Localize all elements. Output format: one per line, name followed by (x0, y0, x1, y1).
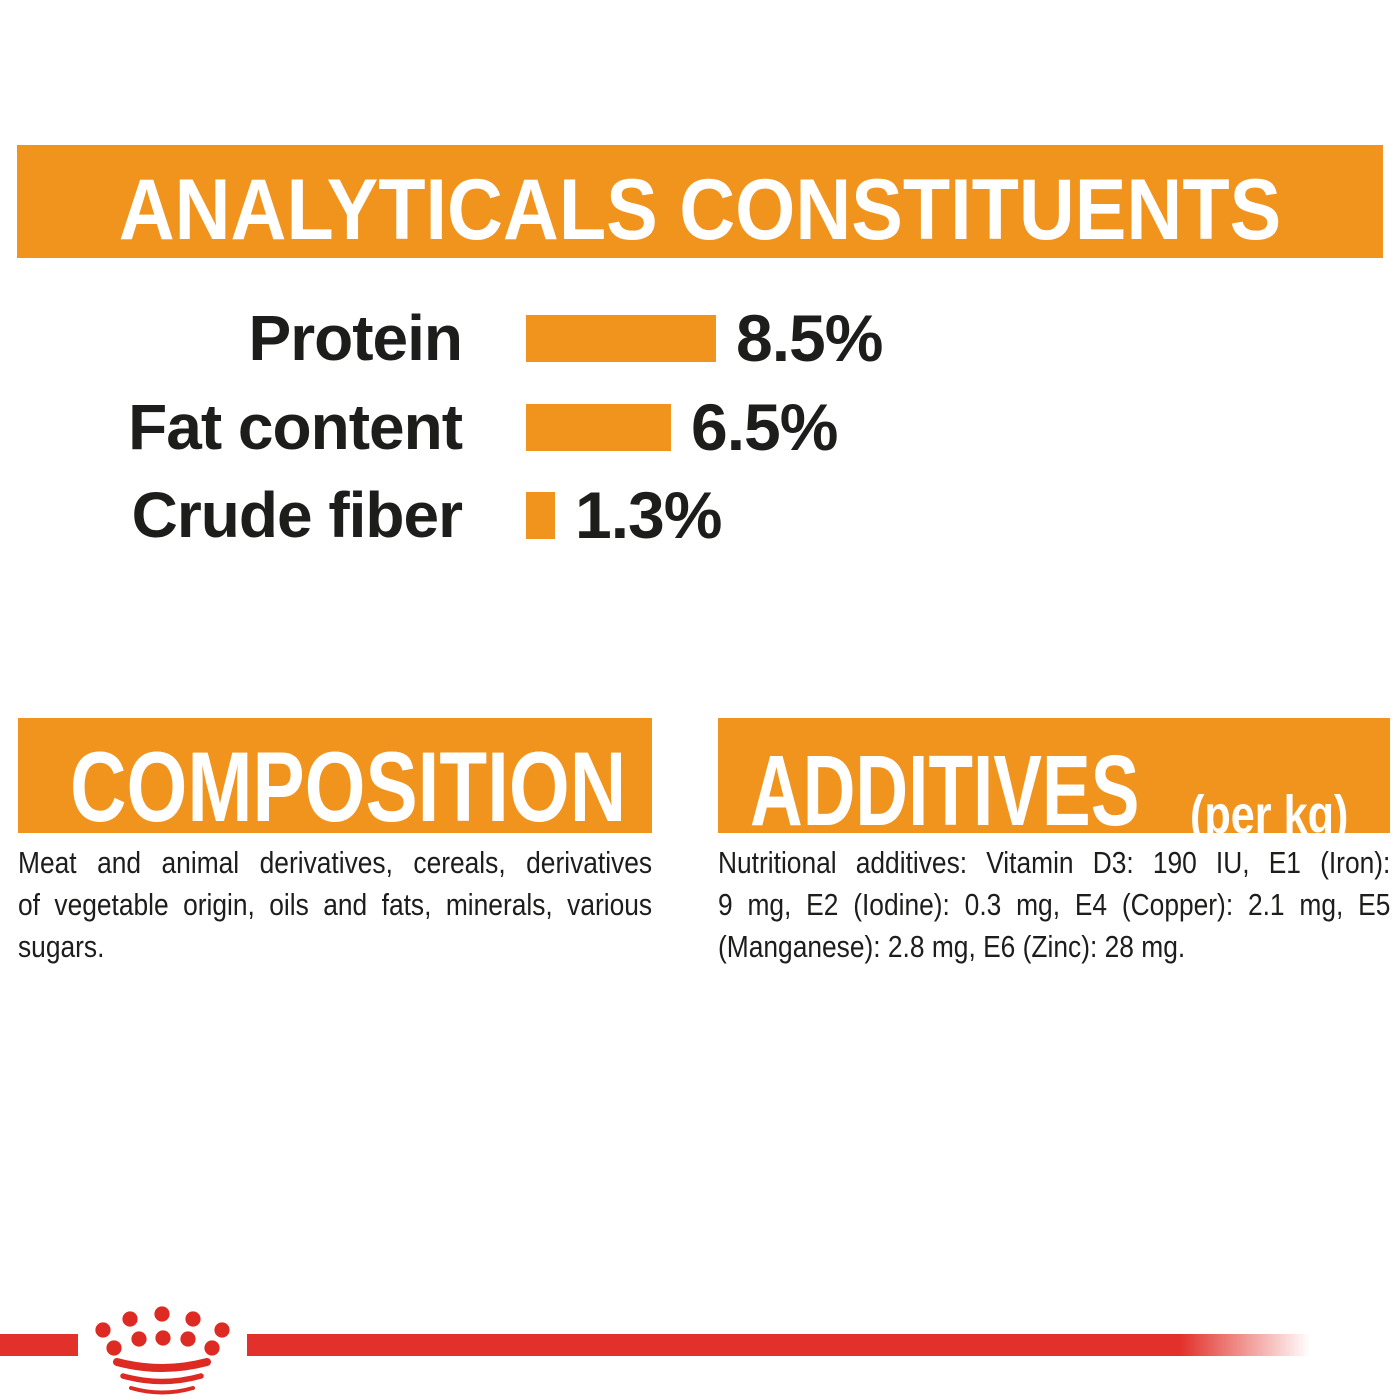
royal-canin-crown-icon (83, 1300, 237, 1400)
chart-bar-value: 8.5% (736, 301, 883, 375)
chart-row (0, 478, 722, 552)
additives-line: Nutritional additives: Vitamin D3: 190 IU, E1 (Iron): (718, 845, 1391, 880)
composition-banner (18, 718, 652, 842)
brand-stripe-left (0, 1334, 78, 1356)
additives-banner (718, 718, 1390, 847)
additives-title: ADDITIVES (750, 735, 1140, 847)
additives-unit-label: (per kg) (1190, 785, 1349, 845)
composition-line: sugars. (18, 929, 105, 964)
composition-text (18, 842, 652, 968)
chart-bar-value: 6.5% (691, 390, 838, 464)
composition-title: COMPOSITION (70, 731, 627, 842)
analyticals-banner (17, 145, 1383, 258)
chart-row-label: Protein (248, 302, 462, 374)
chart-row-label: Crude fiber (131, 479, 462, 551)
composition-line: of vegetable origin, oils and fats, minerals, various (18, 887, 653, 922)
analyticals-title: ANALYTICALS CONSTITUENTS (118, 162, 1282, 258)
chart-row (0, 301, 883, 375)
additives-line: 9 mg, E2 (Iodine): 0.3 mg, E4 (Copper): 2.1 mg, E5 (718, 887, 1391, 922)
chart-bar (526, 315, 716, 362)
additives-text (718, 842, 1390, 968)
chart-bar (526, 404, 671, 451)
chart-bar (526, 492, 555, 539)
chart-bar-value: 1.3% (575, 478, 722, 552)
brand-stripe-right (247, 1334, 1332, 1356)
composition-line: Meat and animal derivatives, cereals, derivatives (18, 845, 653, 880)
chart-row-label: Fat content (128, 391, 462, 463)
additives-line: (Manganese): 2.8 mg, E6 (Zinc): 28 mg. (718, 929, 1186, 964)
chart-row (0, 390, 838, 464)
